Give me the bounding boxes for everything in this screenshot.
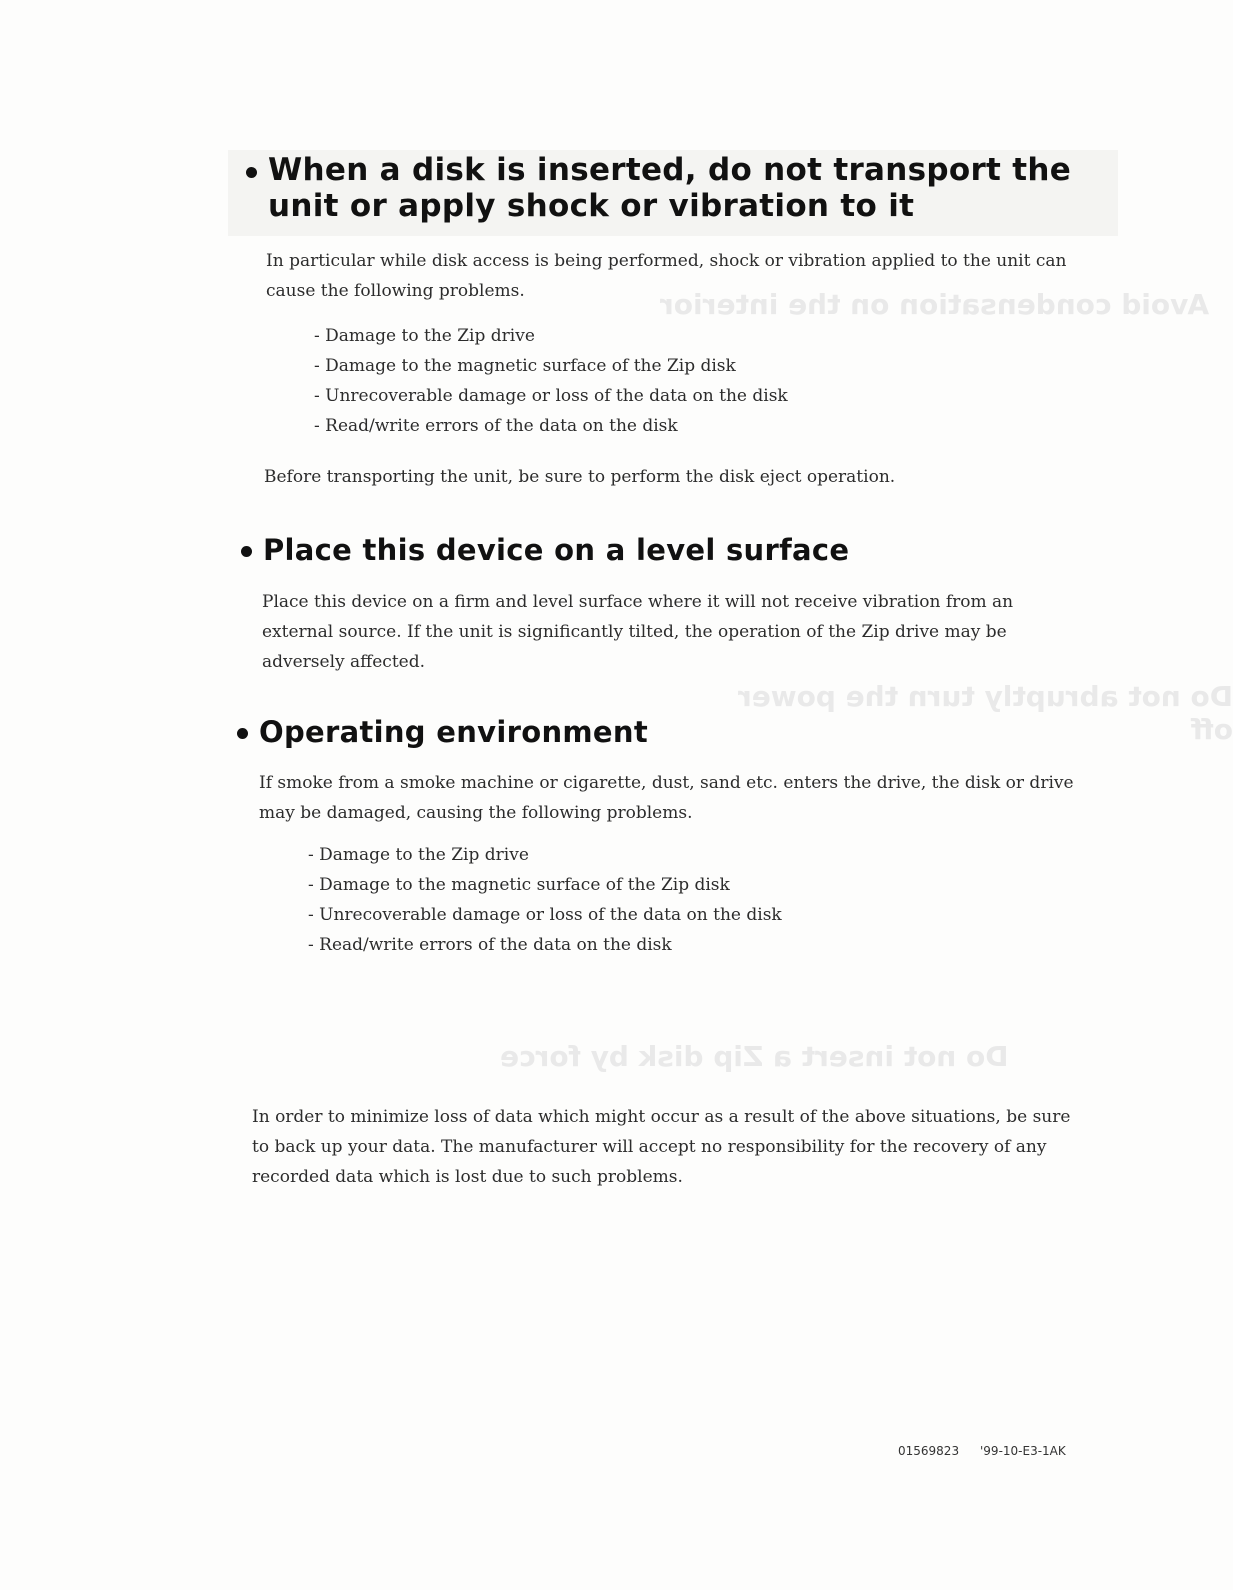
section-heading-operating-environment: Operating environment [259, 712, 648, 752]
list-item: - Unrecoverable damage or loss of the data on the disk [308, 905, 782, 925]
bleed-through-text: Do not insert a Zip disk by force [500, 1040, 1009, 1073]
section-heading-level-surface: Place this device on a level surface [263, 530, 849, 570]
bleed-through-text: Do not abruptly turn the power off [737, 680, 1233, 746]
list-item: - Damage to the magnetic surface of the Zip disk [308, 875, 730, 895]
bullet-icon [237, 728, 248, 739]
section-intro-operating-environment: If smoke from a smoke machine or cigarette, dust, sand etc. enters the drive, the disk or drive may be damaged, causing the following problems. [259, 773, 1074, 823]
section-closing-transport: Before transporting the unit, be sure to perform the disk eject operation. [264, 467, 896, 487]
document-revision: '99-10-E3-1AK [980, 1444, 1066, 1458]
document-code: 01569823 [898, 1444, 960, 1458]
list-item: - Damage to the Zip drive [308, 845, 529, 865]
list-item: - Read/write errors of the data on the disk [314, 416, 678, 436]
backup-note: In order to minimize loss of data which might occur as a result of the above situations, be sure to back up your data. The manufacturer will accept no responsibility for the recovery of any recorded data which is lost due to such problems. [252, 1107, 1071, 1187]
bullet-icon [241, 546, 252, 557]
section-intro-level-surface: Place this device on a firm and level surface where it will not receive vibration from an external source. If the unit is significantly tilted, the operation of the Zip drive may be adversely affected. [262, 592, 1014, 672]
section-heading-transport: When a disk is inserted, do not transport the unit or apply shock or vibration to it [268, 152, 1108, 224]
list-item: - Damage to the magnetic surface of the Zip disk [314, 356, 736, 376]
list-item: - Read/write errors of the data on the disk [308, 935, 672, 955]
bleed-through-text: Avoid condensation on the interior [660, 288, 1210, 321]
bullet-icon [246, 167, 257, 178]
list-item: - Damage to the Zip drive [314, 326, 535, 346]
problem-list-operating-environment [308, 840, 908, 960]
section-intro-transport: In particular while disk access is being performed, shock or vibration applied to the unit can cause the following problems. [266, 251, 1067, 301]
problem-list-transport [314, 321, 914, 441]
list-item: - Unrecoverable damage or loss of the data on the disk [314, 386, 788, 406]
